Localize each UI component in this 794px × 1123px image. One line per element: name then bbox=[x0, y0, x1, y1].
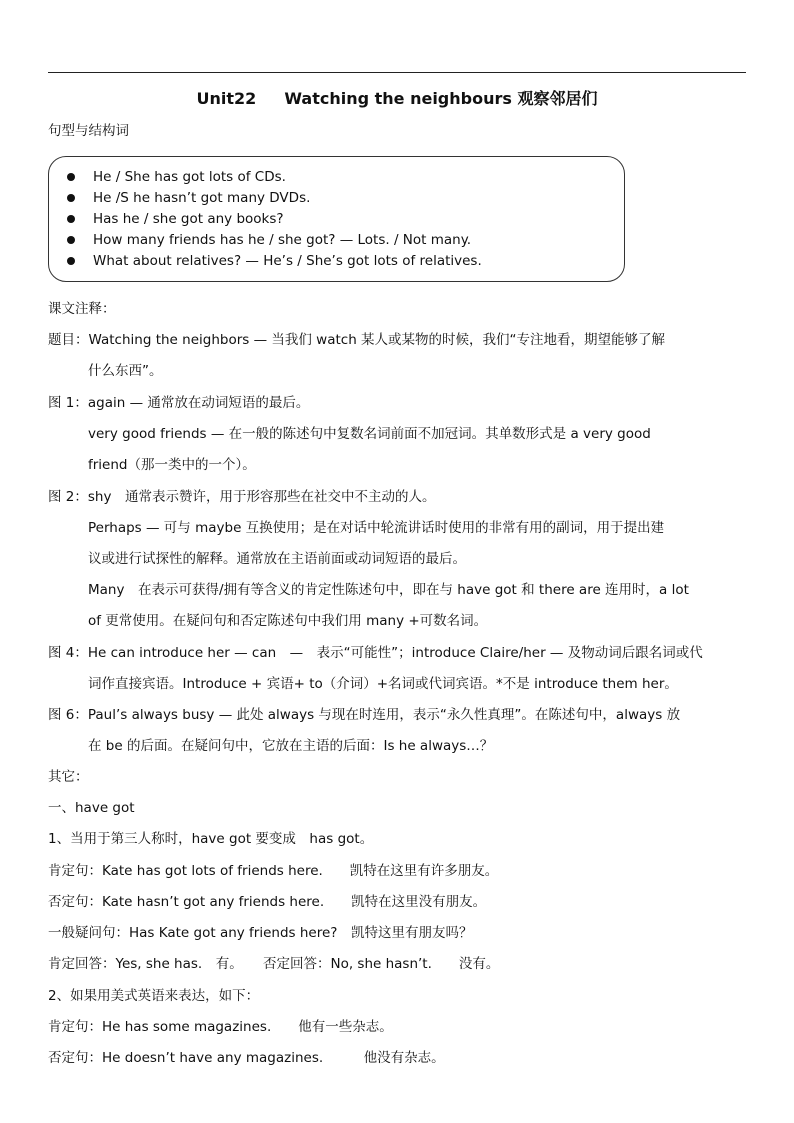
bullet-icon bbox=[67, 236, 75, 244]
note-line: friend（那一类中的一个）。 bbox=[88, 457, 256, 473]
note-line: 词作直接宾语。Introduce + 宾语+ to（介词）+名词或代词宾语。*不是 introduce them her。 bbox=[88, 676, 678, 692]
other-line: 否定句：He doesn’t have any magazines. 他没有杂志。 bbox=[48, 1050, 445, 1066]
note-line: 图 6：Paul’s always busy — 此处 always 与现在时连用，表示“永久性真理”。在陈述句中，always 放 bbox=[48, 707, 681, 723]
other-line: 一、have got bbox=[48, 800, 135, 816]
unit-label: Unit22 bbox=[196, 89, 257, 108]
note-line: 图 2：shy 通常表示赞许，用于形容那些在社交中不主动的人。 bbox=[48, 489, 436, 505]
bullet-icon bbox=[67, 257, 75, 265]
other-line: 肯定句：He has some magazines. 他有一些杂志。 bbox=[48, 1019, 393, 1035]
other-line: 一般疑问句：Has Kate got any friends here? 凯特这里有朋友吗？ bbox=[48, 925, 473, 941]
note-line: Many 在表示可获得/拥有等含义的肯定性陈述句中，即在与 have got 和 there are 连用时，a lot bbox=[88, 582, 689, 598]
pattern-item: What about relatives? — He’s / She’s got lots of relatives. bbox=[65, 251, 482, 272]
note-line: 题目：Watching the neighbors — 当我们 watch 某人或某物的时候，我们“专注地看，期望能够了解 bbox=[48, 332, 666, 348]
section-heading-patterns: 句型与结构词 bbox=[48, 123, 129, 139]
other-line: 1、当用于第三人称时，have got 要变成 has got。 bbox=[48, 831, 374, 847]
header-rule bbox=[48, 72, 746, 73]
note-line: 什么东西”。 bbox=[88, 363, 163, 379]
other-line: 否定句：Kate hasn’t got any friends here. 凯特在这里没有朋友。 bbox=[48, 894, 487, 910]
unit-title: Watching the neighbours 观察邻居们 bbox=[284, 89, 598, 108]
note-line: very good friends — 在一般的陈述句中复数名词前面不加冠词。其单数形式是 a very good bbox=[88, 426, 651, 442]
note-line: of 更常使用。在疑问句和否定陈述句中我们用 many +可数名词。 bbox=[88, 613, 488, 629]
note-line: Perhaps — 可与 maybe 互换使用；是在对话中轮流讲话时使用的非常有用的副词，用于提出建 bbox=[88, 520, 665, 536]
bullet-icon bbox=[67, 194, 75, 202]
pattern-list bbox=[65, 167, 482, 272]
bullet-icon bbox=[67, 215, 75, 223]
other-line: 2、如果用美式英语来表达，如下： bbox=[48, 988, 260, 1004]
page-title bbox=[0, 86, 794, 109]
other-line: 其它： bbox=[48, 769, 89, 785]
other-line: 肯定回答：Yes, she has. 有。 否定回答：No, she hasn’t. 没有。 bbox=[48, 956, 500, 972]
bullet-icon bbox=[67, 173, 75, 181]
note-line: 在 be 的后面。在疑问句中，它放在主语的后面：Is he always…？ bbox=[88, 738, 494, 754]
pattern-item: Has he / she got any books? bbox=[65, 209, 482, 230]
section-heading-notes: 课文注释： bbox=[48, 301, 116, 317]
pattern-item: How many friends has he / she got? — Lots. / Not many. bbox=[65, 230, 482, 251]
note-line: 图 1：again — 通常放在动词短语的最后。 bbox=[48, 395, 310, 411]
pattern-item: He / She has got lots of CDs. bbox=[65, 167, 482, 188]
other-line: 肯定句：Kate has got lots of friends here. 凯特在这里有许多朋友。 bbox=[48, 863, 499, 879]
note-line: 议或进行试探性的解释。通常放在主语前面或动词短语的最后。 bbox=[88, 551, 466, 567]
note-line: 图 4：He can introduce her — can — 表示“可能性”；introduce Claire/her — 及物动词后跟名词或代 bbox=[48, 645, 703, 661]
pattern-item: He /S he hasn’t got many DVDs. bbox=[65, 188, 482, 209]
